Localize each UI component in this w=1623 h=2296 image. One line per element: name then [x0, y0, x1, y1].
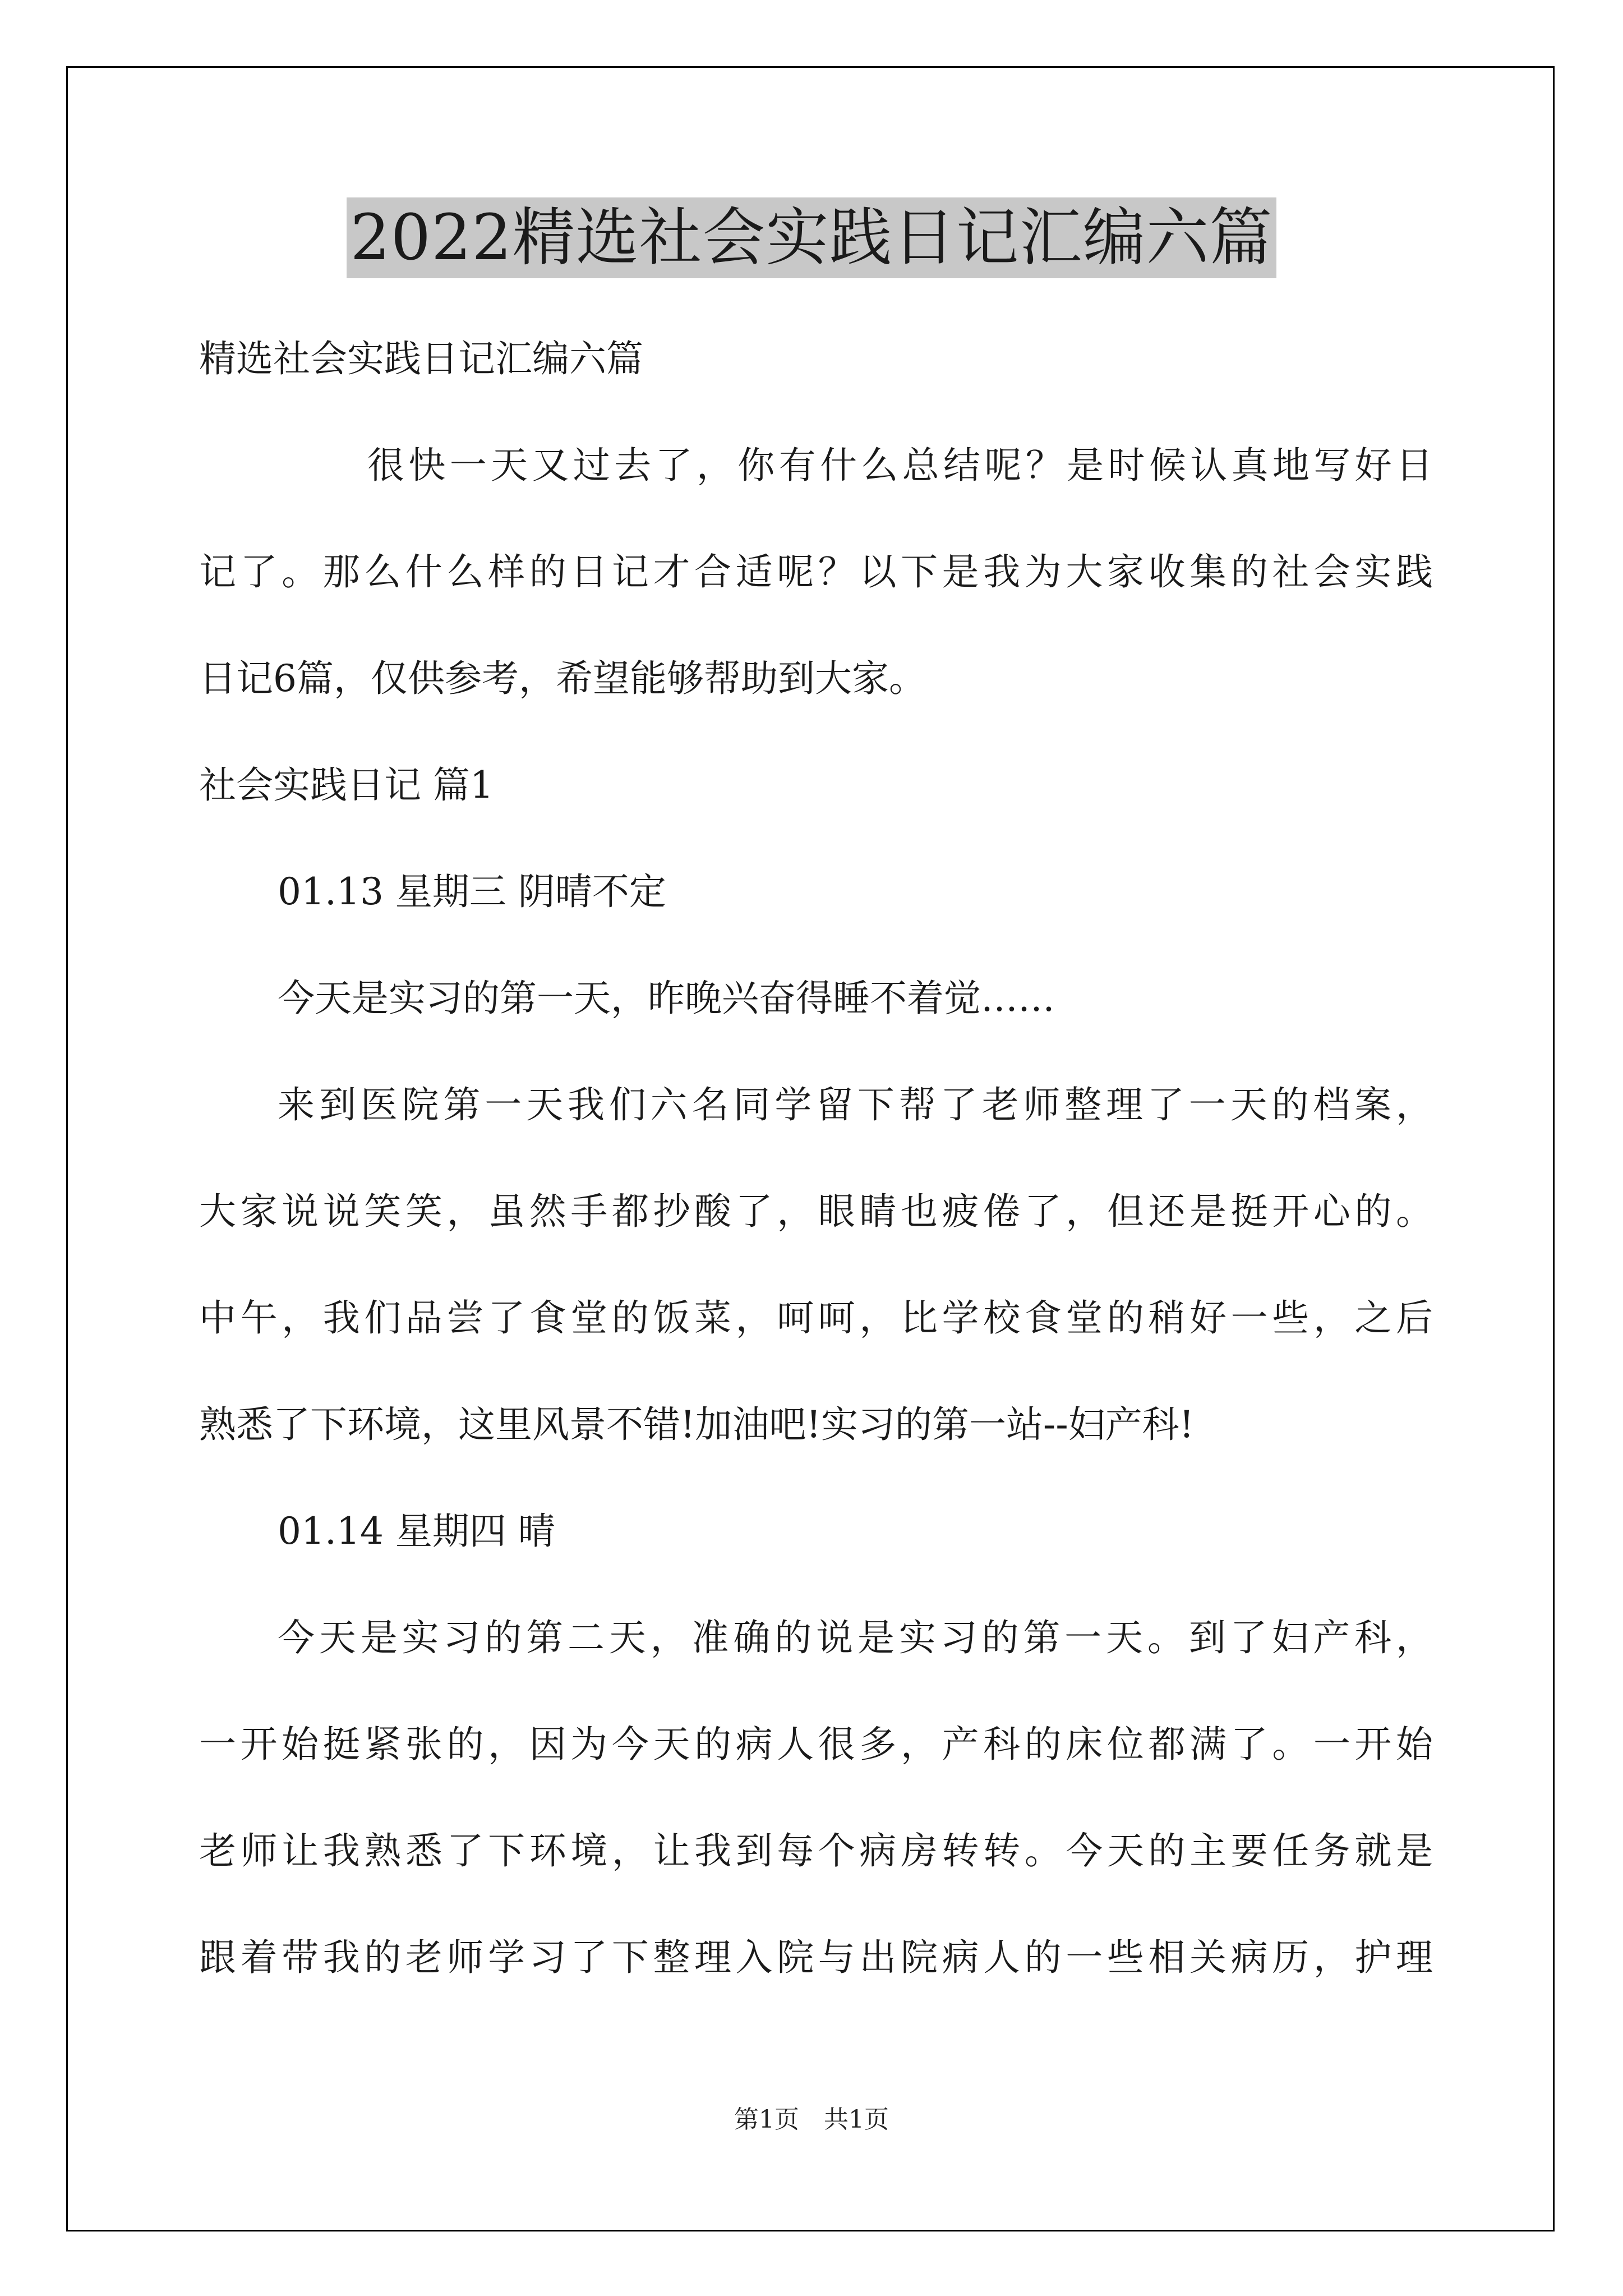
text-line: 中午，我们品尝了食堂的饭菜，呵呵，比学校食堂的稍好一些，之后 [199, 1296, 1433, 1340]
title-container [0, 197, 1623, 278]
text-line: 大家说说笑笑，虽然手都抄酸了，眼睛也疲倦了，但还是挺开心的。 [199, 1190, 1433, 1233]
text-line: 老师让我熟悉了下环境，让我到每个病房转转。今天的主要任务就是 [199, 1829, 1433, 1872]
document-body [199, 306, 1433, 2011]
page-footer: 第1页 共1页 [734, 2105, 889, 2134]
text-line: 01.14 星期四 晴 [278, 1510, 555, 1553]
text-line: 精选社会实践日记汇编六篇 [199, 337, 643, 380]
text-line: 熟悉了下环境，这里风景不错!加油吧!实习的第一站--妇产科! [199, 1403, 1195, 1446]
text-line: 今天是实习的第一天，昨晚兴奋得睡不着觉…… [278, 977, 1055, 1020]
text-line: 日记6篇，仅供参考，希望能够帮助到大家。 [199, 657, 926, 700]
text-line: 跟着带我的老师学习了下整理入院与出院病人的一些相关病历，护理 [199, 1936, 1433, 1979]
text-line: 记了。那么什么样的日记才合适呢？以下是我为大家收集的社会实践 [199, 550, 1433, 593]
text-line: 今天是实习的第二天，准确的说是实习的第一天。到了妇产科， [278, 1616, 1433, 1659]
text-line: 社会实践日记 篇1 [199, 763, 494, 807]
text-line: 01.13 星期三 阴晴不定 [278, 870, 666, 913]
text-line: 一开始挺紧张的，因为今天的病人很多，产科的床位都满了。一开始 [199, 1723, 1433, 1766]
text-line: 来到医院第一天我们六名同学留下帮了老师整理了一天的档案， [278, 1083, 1433, 1126]
text-line: 很快一天又过去了，你有什么总结呢？是时候认真地写好日 [367, 444, 1433, 487]
document-title: 2022精选社会实践日记汇编六篇 [347, 197, 1276, 278]
